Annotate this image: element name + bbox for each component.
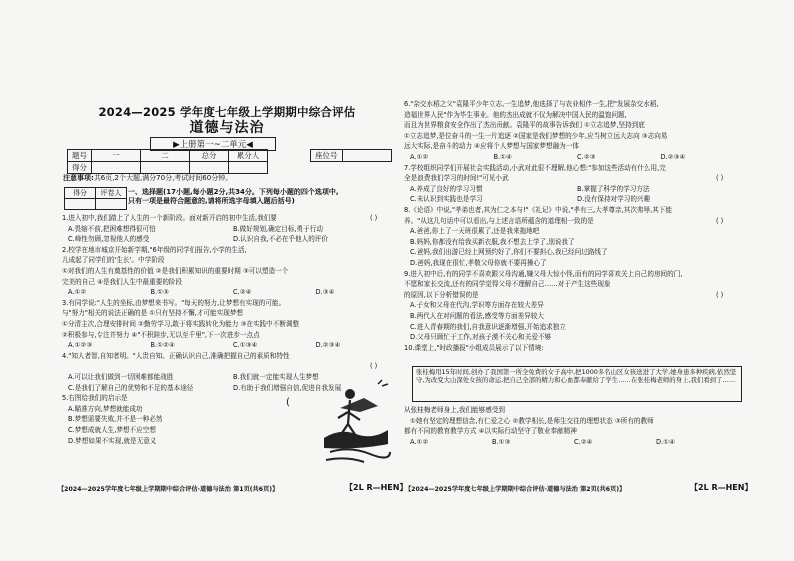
question-line: 养。"从这几句话中可以看出,与上述言语所蕴含的道理相一致的是 [404,216,594,225]
answer-option: A.①② [68,288,87,297]
answer-option: A.①② [410,438,429,446]
answer-option: C.②③ [577,153,596,161]
question-line: 4."知人者智,自知者明。"人贵自知。正确认识自己,准确把握自己的素质和特性 [62,351,290,360]
answer-option: B.①②④ [150,341,175,350]
section-score-label: 得分 [65,188,96,199]
question-line: 9.进入初中后,有的同学不喜欢跟父母沟通,嫌父母大惊小怪,而有的同学喜欢关上自己的房间的门, [404,269,683,278]
notice [63,174,393,183]
question-line: 远大实际,是奋斗的动力 ④应将个人梦想与国家梦想融为一体 [404,142,579,151]
answer-option: C.②④ [233,288,252,297]
footer-left: 【2024—2025学年度七年级上学期期中综合评估·道德与法治 第1页(共6页)】 [58,486,279,493]
question-line: B.妈妈,你都没有给我买新衣服,我不想去上学了,别说我了 [410,237,575,246]
question-line: A.爸爸,你上了一天班很累了,还是我来拖地吧 [410,227,540,236]
question-line: ①立志追梦,是位奋斗的一生一片追逐 ②国家是我们梦想的少年,应当树立远大志向 ③志向易 [404,131,668,140]
section-score-box [64,187,127,210]
question-line: 7.学校组织同学们开展社会实践活动,小武对此很不理解,他心想:"参加这些活动有什么用,完 [404,163,666,172]
notice-text: 共6页,2个大题,满分70分,考试时间60分钟。 [93,174,233,182]
answer-option: B.①③ [150,288,169,297]
answer-option: B.做好规划,确定目标,勇于行动 [233,224,323,233]
question-line: ①她有坚定的理想信念,有仁爱之心 ②教学相长,是师生交往的理想状态 ③所有的教师 [410,417,654,425]
section-intro-line: 一、选择题(17小题,每小题2分,共34分。下列每小题的四个选项中, [128,188,339,196]
question-line: 不愿和家长交流,还有的同学觉得父母不理解自己……对于产生这些现象 [404,280,611,289]
answer-option: C.①③④ [233,341,258,350]
question-line: C.爸妈,我们出游已经上网预约好了,你们不要担心,我已经问过路线了 [410,248,608,257]
answer-option: D.认识自我,不必在乎他人的评价 [233,235,328,244]
question-line: 2.校学在地市城京开始新学期,"6年级的同学们报告,小学的生活, [62,245,247,254]
question-line: 6."杂交水稻之父"袁隆平少年立志,一生追梦,他选择了与农业相伴一生,把"发展杂交水稻, [404,100,659,108]
answer-option: D.②③④ [315,341,341,350]
question-line: 完美的自己 ④是我们人生中最重要的阶段 [62,277,183,286]
case-box: 张桂梅用15年时间,创办了我国第一所全免费的女子高中,把1000多名山区女孩送进了大学,她身患多种疾病,依然坚守,为改变大山深处女孩的命运,把自己全部的精力和心血都奉献给了学生……在张桂梅老师的身上,我们看到了…… [412,366,742,402]
score-cell: 得分 [68,162,92,174]
question-line: ①对我们的人生有奠基性的价值 ②是我们积累知识的重要时期 ③可以塑造一个 [62,267,289,275]
answer-option: A.①② [410,153,429,161]
question-line: 都有不同的教育教学方式 ④以实际行动坚守了敬业奉献精神 [404,427,577,435]
question-line: B.两代人在对问题的看法,感受等方面差异较大 [410,312,544,320]
question-line: A.子女和父母在代沟,学识等方面存在较大差异 [410,301,544,310]
section-intro-line: 只有一项是最符合题意的,请将所选字母填入题后括号) [128,197,295,205]
score-cell: 一 [92,150,141,162]
subject-title: 道德与法治 [189,120,265,136]
notice-label: 注意事项: [63,174,94,182]
question-line: D.梦想如果不实现,就是无意义 [68,436,157,445]
answer-option: D.②③④ [660,153,686,161]
question-line: 5.右图给我们的启示是 [62,394,128,403]
answer-option: D.③④ [315,288,335,297]
seat-label: 座位号 [311,150,343,162]
seat-table [310,149,392,162]
question-line: 而且为世界粮食安全作出了杰出贡献。袁隆平的故事告诉我们 ①立志追梦,坚持到底 [404,121,645,130]
question-line: 儿成起了同学们的'生长'。中学阶段 [62,256,165,265]
footer-right: 【2024—2025学年度七年级上学期期中综合评估·道德与法治 第2页(共6页)】 [405,486,626,493]
score-table [67,149,268,174]
answer-option: A.①②③ [68,341,93,350]
answer-blank[interactable]: ( ) [370,362,378,371]
answer-option: C.未认识到实践也是学习 [410,195,483,204]
score-cell [229,162,268,174]
section-score-field[interactable] [65,199,96,210]
score-cell [92,162,141,174]
answer-blank[interactable]: ( ) [370,214,378,222]
question-line: 3.有同学说:"人生的坐标,由梦想来书写。"每天的努力,让梦想有实现的可能。 [62,298,286,307]
score-cell [190,162,229,174]
answer-option: D.没有保持对学习的兴趣 [577,195,651,204]
question-line: 全是浪费我们学习的时间!"可见小武 [404,174,509,183]
score-cell: 累分人 [229,150,268,162]
illustration-image [320,378,392,470]
question-line: B.梦想需要失败,并不是一种必然 [68,415,163,424]
question-line: 8.《论语》中说,"孝弟也者,其为仁之本与!"《礼记》中说,"孝有三,大孝尊亲,其次弗辱,其下能 [404,206,672,214]
answer-option: A.畏缩不前,把困难想得很可怕 [68,224,156,233]
paper-code-right: 【2L R—HEN】 [690,483,753,492]
answer-option: C.②④ [574,438,593,446]
question-line: C.梦想成就人生,梦想不应空想 [68,426,156,434]
question-line: C.进入青春期的我们,自我意识逐渐增强,开始追求独立 [410,322,566,331]
paren-marker: ( [286,397,290,408]
question-line: 从张桂梅老师身上,我们能够感受到 [404,406,506,414]
answer-option: A.可以让我们做到一切困难都能战胜 [68,373,174,381]
answer-option: A.养成了良好的学习习惯 [410,184,483,193]
seat-field[interactable] [342,150,391,162]
exam-title: 2024—2025 学年度七年级上学期期中综合评估 [98,105,356,119]
score-cell: 总分 [190,150,229,162]
answer-option: B.我们就一定能实现人生梦想 [233,373,319,381]
answer-blank[interactable]: ( ) [716,174,724,183]
answer-blank[interactable]: ( ) [716,290,724,299]
section-grader-field[interactable] [96,199,127,210]
question-line: 造福世界人民"作为毕生事业。他的杰出成就不仅为解决中国人民的温饱问题, [404,110,627,119]
answer-option: D.有助于我们增强自信,促进自我发展 [233,383,342,392]
question-line: 的原因,以下分析错误的是 [404,290,479,299]
question-line: D.爸妈,我现在很忙,孝敬父母你就不要再操心了 [410,259,547,267]
question-line: ②积极参与,专注并努力 ④"不积跬步,无以至千里",下一次进步一点点 [62,330,260,339]
answer-option: B.①④ [493,153,512,161]
score-cell: 题号 [68,150,92,162]
question-line: ①分清主次,合理安排时间 ②勤劳学习,敢于将实践转化为能力 ③在实践中不断调整 [62,320,300,328]
question-line: 10.课堂上,"时政播报"小组成员展示了以下情境: [404,343,544,352]
question-line: A.瞄准方向,梦想就能成功 [68,404,143,413]
answer-option: C.是我们了解自己的优势和不足的基本途径 [68,383,194,392]
answer-option: C.峰性勿顾,忽视他人的感受 [68,235,150,244]
answer-option: B.①③ [492,438,511,446]
paper-code-left: 【2L R—HEN】 [345,483,408,492]
score-cell [141,162,190,174]
question-line: 1.进入初中,我们踏上了人生的一个新阶段。面对新开启的初中生活,我们要 [62,214,277,222]
answer-option: D.①④ [656,438,675,446]
question-line: 与"努力"相关的说法正确的是 ①只有坚持不懈,才可能实现梦想 [62,309,244,318]
answer-blank[interactable]: ( ) [716,216,724,225]
section-intro [128,188,396,206]
section-grader-label: 评卷人 [96,188,127,199]
question-line: D.父母只顾忙于工作,对孩子漠不关心和关爱不够 [410,333,552,342]
scope-label: ▶上册第一~二单元◀ [150,137,276,151]
score-cell: 二 [141,150,190,162]
answer-option: B.掌握了科学的学习方法 [577,184,650,193]
